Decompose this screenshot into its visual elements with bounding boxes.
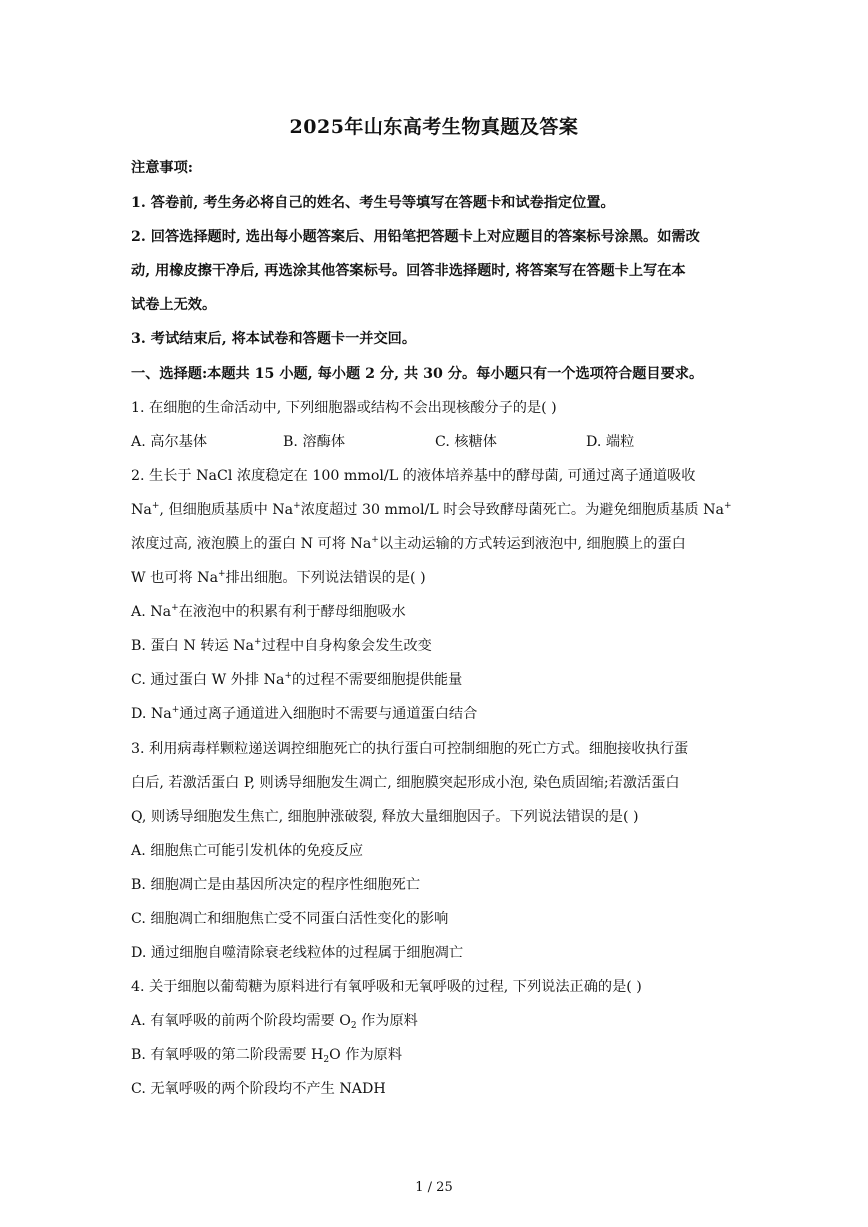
question-2-line-3: 浓度过高, 液泡膜上的蛋白 N 可将 Na+以主动运输的方式转运到液泡中, 细胞膜上的蛋白: [131, 535, 686, 552]
question-2-option-b: B. 蛋白 N 转运 Na+过程中自身构象会发生改变: [131, 637, 432, 654]
question-1-stem: 1. 在细胞的生命活动中, 下列细胞器或结构不会出现核酸分子的是( ): [131, 400, 557, 416]
question-1-option-c: C. 核糖体: [435, 434, 497, 450]
question-3-option-b: B. 细胞凋亡是由基因所决定的程序性细胞死亡: [131, 877, 421, 893]
notice-item-1: 1. 答卷前, 考生务必将自己的姓名、考生号等填写在答题卡和试卷指定位置。: [131, 195, 615, 211]
notice-item-2-cont: 动, 用橡皮擦干净后, 再选涂其他答案标号。回答非选择题时, 将答案写在答题卡上写在本: [131, 263, 686, 279]
question-4-option-a: A. 有氧呼吸的前两个阶段均需要 $O_2$ 作为原料: [131, 1013, 418, 1031]
page-title: 2025年山东高考生物真题及答案: [289, 116, 579, 138]
page-number: 1 / 25: [415, 1180, 453, 1195]
notice-item-3: 3. 考试结束后, 将本试卷和答题卡一并交回。: [131, 331, 417, 347]
question-3-option-d: D. 通过细胞自噬清除衰老线粒体的过程属于细胞凋亡: [131, 945, 464, 961]
section-heading: 一、选择题:本题共 15 小题, 每小题 2 分, 共 30 分。每小题只有一个选项符合题目要求。: [131, 366, 704, 382]
question-2-line-4: W 也可将 Na+排出细胞。下列说法错误的是( ): [131, 569, 426, 586]
question-4-option-c: C. 无氧呼吸的两个阶段均不产生 NADH: [131, 1081, 386, 1097]
question-3-option-a: A. 细胞焦亡可能引发机体的免疫反应: [131, 843, 364, 859]
question-4-stem: 4. 关于细胞以葡萄糖为原料进行有氧呼吸和无氧呼吸的过程, 下列说法正确的是( ): [131, 979, 642, 995]
question-2-option-a: A. Na+在液泡中的积累有利于酵母细胞吸水: [131, 603, 406, 620]
question-3-line-3: Q, 则诱导细胞发生焦亡, 细胞肿涨破裂, 释放大量细胞因子。下列说法错误的是( ): [131, 809, 639, 825]
question-1-option-b: B. 溶酶体: [283, 434, 346, 450]
question-4-option-b: B. 有氧呼吸的第二阶段需要 $H_2O$ 作为原料: [131, 1047, 403, 1065]
question-2-line-2: Na+, 但细胞质基质中 Na+浓度超过 30 mmol/L 时会导致酵母菌死亡。为避免细胞质基质 Na+: [131, 501, 732, 518]
question-1-option-d: D. 端粒: [586, 434, 635, 450]
question-2-option-c: C. 通过蛋白 W 外排 Na+的过程不需要细胞提供能量: [131, 671, 463, 688]
question-2-option-d: D. Na+通过离子通道进入细胞时不需要与通道蛋白结合: [131, 705, 478, 722]
question-3-option-c: C. 细胞凋亡和细胞焦亡受不同蛋白活性变化的影响: [131, 911, 449, 927]
notice-item-2: 2. 回答选择题时, 选出每小题答案后、用铅笔把答题卡上对应题目的答案标号涂黑。如需改: [131, 229, 700, 245]
question-3-line-2: 白后, 若激活蛋白 P, 则诱导细胞发生凋亡, 细胞膜突起形成小泡, 染色质固缩;若激活蛋白: [131, 775, 680, 791]
question-3-line-1: 3. 利用病毒样颗粒递送调控细胞死亡的执行蛋白可控制细胞的死亡方式。细胞接收执行蛋: [131, 741, 689, 757]
notice-item-2-end: 试卷上无效。: [131, 297, 217, 313]
question-2-line-1: 2. 生长于 NaCl 浓度稳定在 100 mmol/L 的液体培养基中的酵母菌, 可通过离子通道吸收: [131, 468, 696, 484]
notice-heading: 注意事项:: [131, 160, 193, 176]
question-1-option-a: A. 高尔基体: [131, 434, 208, 450]
